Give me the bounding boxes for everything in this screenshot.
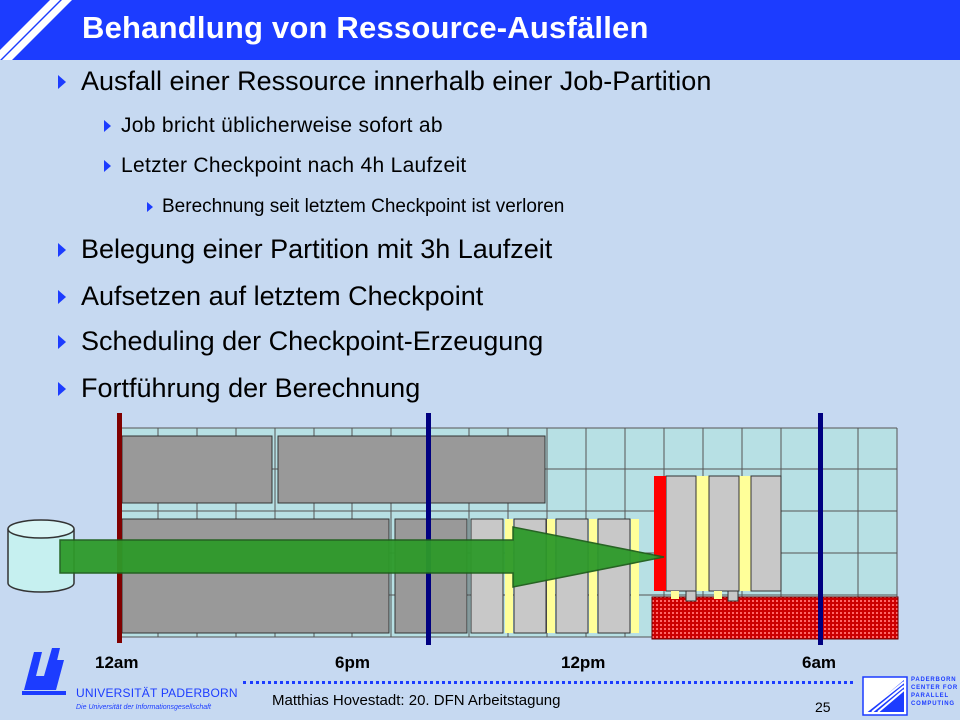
bullet-text: Scheduling der Checkpoint-Erzeugung [81, 326, 544, 356]
bullet-item [58, 373, 420, 404]
footer-author-event: Matthias Hovestadt: 20. DFN Arbeitstagung [272, 692, 561, 709]
university-name: UNIVERSITÄT PADERBORN [76, 686, 238, 700]
timeline-label: 12pm [561, 653, 606, 672]
slide-title: Behandlung von Ressource-Ausfällen [82, 10, 649, 45]
pc2-line: PADERBORN [911, 677, 957, 683]
bullet-text: Letzter Checkpoint nach 4h Laufzeit [121, 154, 467, 177]
university-logo-icon [22, 646, 68, 696]
bullet-arrow-icon [58, 335, 66, 349]
pc2-name [911, 676, 958, 708]
pc2-logo-icon [862, 676, 908, 716]
pc2-line: PARALLEL [911, 693, 949, 699]
schedule-diagram [0, 405, 960, 650]
bullet-arrow-icon [104, 120, 111, 132]
timeline-label: 12am [95, 653, 139, 672]
sub-sub-bullet-item [147, 196, 564, 218]
bullet-arrow-icon [58, 75, 66, 89]
bullet-text: Ausfall einer Ressource innerhalb einer Job-Partition [81, 66, 712, 96]
sub-bullet-item [104, 114, 443, 138]
timeline-label: 6pm [335, 653, 370, 672]
failure-marker [654, 476, 666, 591]
bullet-arrow-icon [147, 202, 153, 212]
hatched-failure-area [652, 597, 898, 639]
bullet-text: Job bricht üblicherweise sofort ab [121, 114, 443, 137]
bullet-text: Aufsetzen auf letztem Checkpoint [81, 281, 484, 311]
bullet-item [58, 234, 552, 265]
pc2-line: COMPUTING [911, 701, 955, 707]
bullet-arrow-icon [58, 243, 66, 257]
footer-divider [243, 681, 853, 684]
bullet-item [58, 281, 483, 312]
bullet-item [58, 326, 543, 357]
title-bar [0, 0, 960, 60]
bullet-text: Fortführung der Berechnung [81, 373, 421, 403]
pc2-line: CENTER FOR [911, 685, 958, 691]
timeline-label: 6am [802, 653, 837, 672]
bullet-text: Belegung einer Partition mit 3h Laufzeit [81, 234, 553, 264]
page-number: 25 [815, 699, 831, 715]
bullet-arrow-icon [58, 382, 66, 396]
bullet-arrow-icon [104, 160, 111, 172]
university-subtitle: Die Universität der Informationsgesellschaft [76, 704, 212, 711]
title-stripes-decoration [0, 0, 80, 60]
bullet-item [58, 66, 711, 97]
sub-bullet-item [104, 154, 467, 178]
bullet-arrow-icon [58, 290, 66, 304]
bullet-text: Berechnung seit letztem Checkpoint ist verloren [162, 196, 565, 217]
